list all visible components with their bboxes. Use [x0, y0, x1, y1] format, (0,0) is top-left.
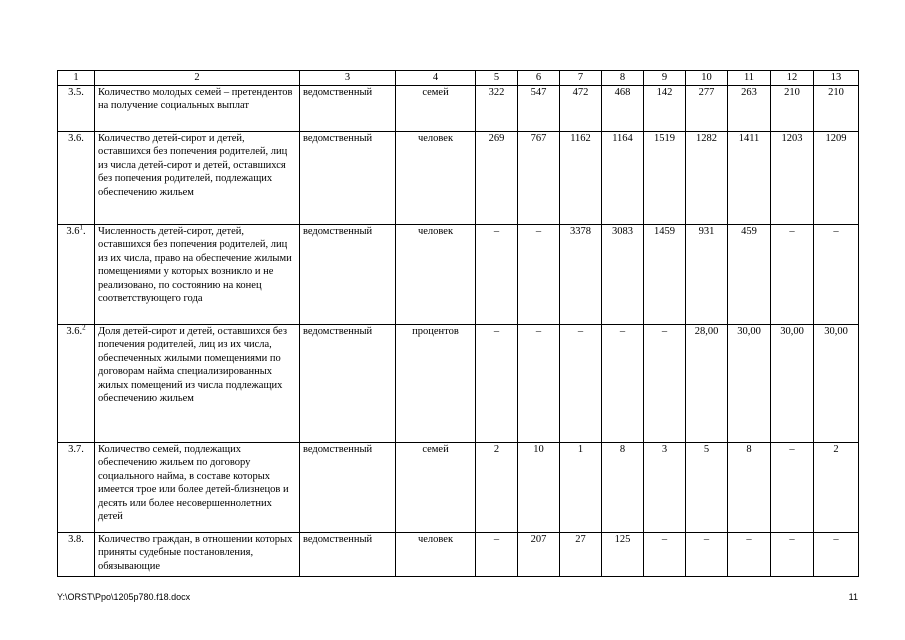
year-value: 459 — [728, 224, 771, 324]
year-value: 3 — [644, 442, 686, 532]
row-description: Доля детей-сирот и детей, оставшихся без попечения родителей, лиц из их числа, обеспеченных жилыми помещениями по договорам найма специализированных жилых помещений из числа подлежащих обеспечению жильем — [95, 324, 300, 442]
year-value: 468 — [602, 85, 644, 131]
row-number: 3.6.$^2$ — [58, 324, 95, 442]
year-value: – — [644, 324, 686, 442]
year-value: 1209 — [814, 131, 859, 224]
row-number-superscript: 2 — [82, 324, 86, 331]
year-value: 30,00 — [771, 324, 814, 442]
column-number-header: 4 — [396, 71, 476, 86]
column-number-header: 13 — [814, 71, 859, 86]
unit-of-measure: человек — [396, 532, 476, 576]
table-row — [58, 131, 859, 224]
year-value: 1282 — [686, 131, 728, 224]
year-value: 2 — [814, 442, 859, 532]
year-value: 1411 — [728, 131, 771, 224]
row-description: Количество граждан, в отношении которых приняты судебные постановления, обязывающие — [95, 532, 300, 576]
year-value: 3378 — [560, 224, 602, 324]
year-value: 210 — [771, 85, 814, 131]
year-value: 207 — [518, 532, 560, 576]
footer-file-path: Y:\ORST\Ppo\1205p780.f18.docx — [57, 592, 191, 602]
year-value: – — [518, 324, 560, 442]
column-number-header: 5 — [476, 71, 518, 86]
year-value: 125 — [602, 532, 644, 576]
indicator-type: ведомственный — [300, 131, 396, 224]
year-value: – — [476, 532, 518, 576]
year-value: – — [476, 324, 518, 442]
column-number-header: 6 — [518, 71, 560, 86]
row-description: Количество молодых семей – претендентов на получение социальных выплат — [95, 85, 300, 131]
year-value: 8 — [728, 442, 771, 532]
table-row — [58, 532, 859, 576]
column-number-header: 11 — [728, 71, 771, 86]
indicators-table — [57, 70, 859, 577]
year-value: – — [518, 224, 560, 324]
year-value: 1519 — [644, 131, 686, 224]
row-number: $3.6^1$. — [58, 224, 95, 324]
year-value: – — [602, 324, 644, 442]
footer-page-number: 11 — [848, 592, 858, 602]
indicator-type: ведомственный — [300, 85, 396, 131]
year-value: 767 — [518, 131, 560, 224]
year-value: – — [686, 532, 728, 576]
year-value: – — [728, 532, 771, 576]
row-number: 3.8. — [58, 532, 95, 576]
column-number-header: 7 — [560, 71, 602, 86]
year-value: – — [814, 532, 859, 576]
year-value: 472 — [560, 85, 602, 131]
year-value: 5 — [686, 442, 728, 532]
indicator-type: ведомственный — [300, 224, 396, 324]
column-number-header: 8 — [602, 71, 644, 86]
column-number-header: 3 — [300, 71, 396, 86]
table-row — [58, 85, 859, 131]
indicator-type: ведомственный — [300, 532, 396, 576]
column-number-header: 12 — [771, 71, 814, 86]
year-value: 8 — [602, 442, 644, 532]
row-description: Количество семей, подлежащих обеспечению жильем по договору социального найма, в составе которых имеется трое или более детей-близнецов и десять или более несовершеннолетних детей — [95, 442, 300, 532]
column-number-header: 9 — [644, 71, 686, 86]
year-value: – — [771, 442, 814, 532]
year-value: 142 — [644, 85, 686, 131]
row-number: 3.6. — [58, 131, 95, 224]
year-value: – — [476, 224, 518, 324]
year-value: 210 — [814, 85, 859, 131]
year-value: 269 — [476, 131, 518, 224]
column-number-row — [58, 71, 859, 86]
year-value: 1 — [560, 442, 602, 532]
indicator-type: ведомственный — [300, 442, 396, 532]
year-value: 27 — [560, 532, 602, 576]
row-number-superscript: 1 — [79, 224, 83, 231]
year-value: 28,00 — [686, 324, 728, 442]
unit-of-measure: семей — [396, 442, 476, 532]
year-value: 322 — [476, 85, 518, 131]
year-value: – — [771, 532, 814, 576]
year-value: 547 — [518, 85, 560, 131]
row-description: Численность детей-сирот, детей, оставшихся без попечения родителей, лиц из их числа, право на обеспечение жилыми помещениями у которых возникло и не реализовано, по состоянию на конец соответствующего года — [95, 224, 300, 324]
year-value: 30,00 — [728, 324, 771, 442]
year-value: 10 — [518, 442, 560, 532]
unit-of-measure: человек — [396, 224, 476, 324]
row-number: 3.7. — [58, 442, 95, 532]
row-description: Количество детей-сирот и детей, оставшихся без попечения родителей, лиц из числа детей-сирот и детей, оставшихся без попечения родителей, подлежащих обеспечению жильем — [95, 131, 300, 224]
year-value: – — [644, 532, 686, 576]
year-value: 2 — [476, 442, 518, 532]
year-value: 1164 — [602, 131, 644, 224]
column-number-header: 2 — [95, 71, 300, 86]
year-value: 263 — [728, 85, 771, 131]
year-value: 931 — [686, 224, 728, 324]
year-value: 1459 — [644, 224, 686, 324]
year-value: 277 — [686, 85, 728, 131]
indicator-type: ведомственный — [300, 324, 396, 442]
column-number-header: 1 — [58, 71, 95, 86]
row-number: 3.5. — [58, 85, 95, 131]
table-row — [58, 224, 859, 324]
table-row — [58, 324, 859, 442]
year-value: – — [771, 224, 814, 324]
unit-of-measure: процентов — [396, 324, 476, 442]
unit-of-measure: семей — [396, 85, 476, 131]
year-value: – — [560, 324, 602, 442]
table-row — [58, 442, 859, 532]
year-value: 1203 — [771, 131, 814, 224]
column-number-header: 10 — [686, 71, 728, 86]
year-value: 3083 — [602, 224, 644, 324]
year-value: – — [814, 224, 859, 324]
year-value: 30,00 — [814, 324, 859, 442]
unit-of-measure: человек — [396, 131, 476, 224]
year-value: 1162 — [560, 131, 602, 224]
